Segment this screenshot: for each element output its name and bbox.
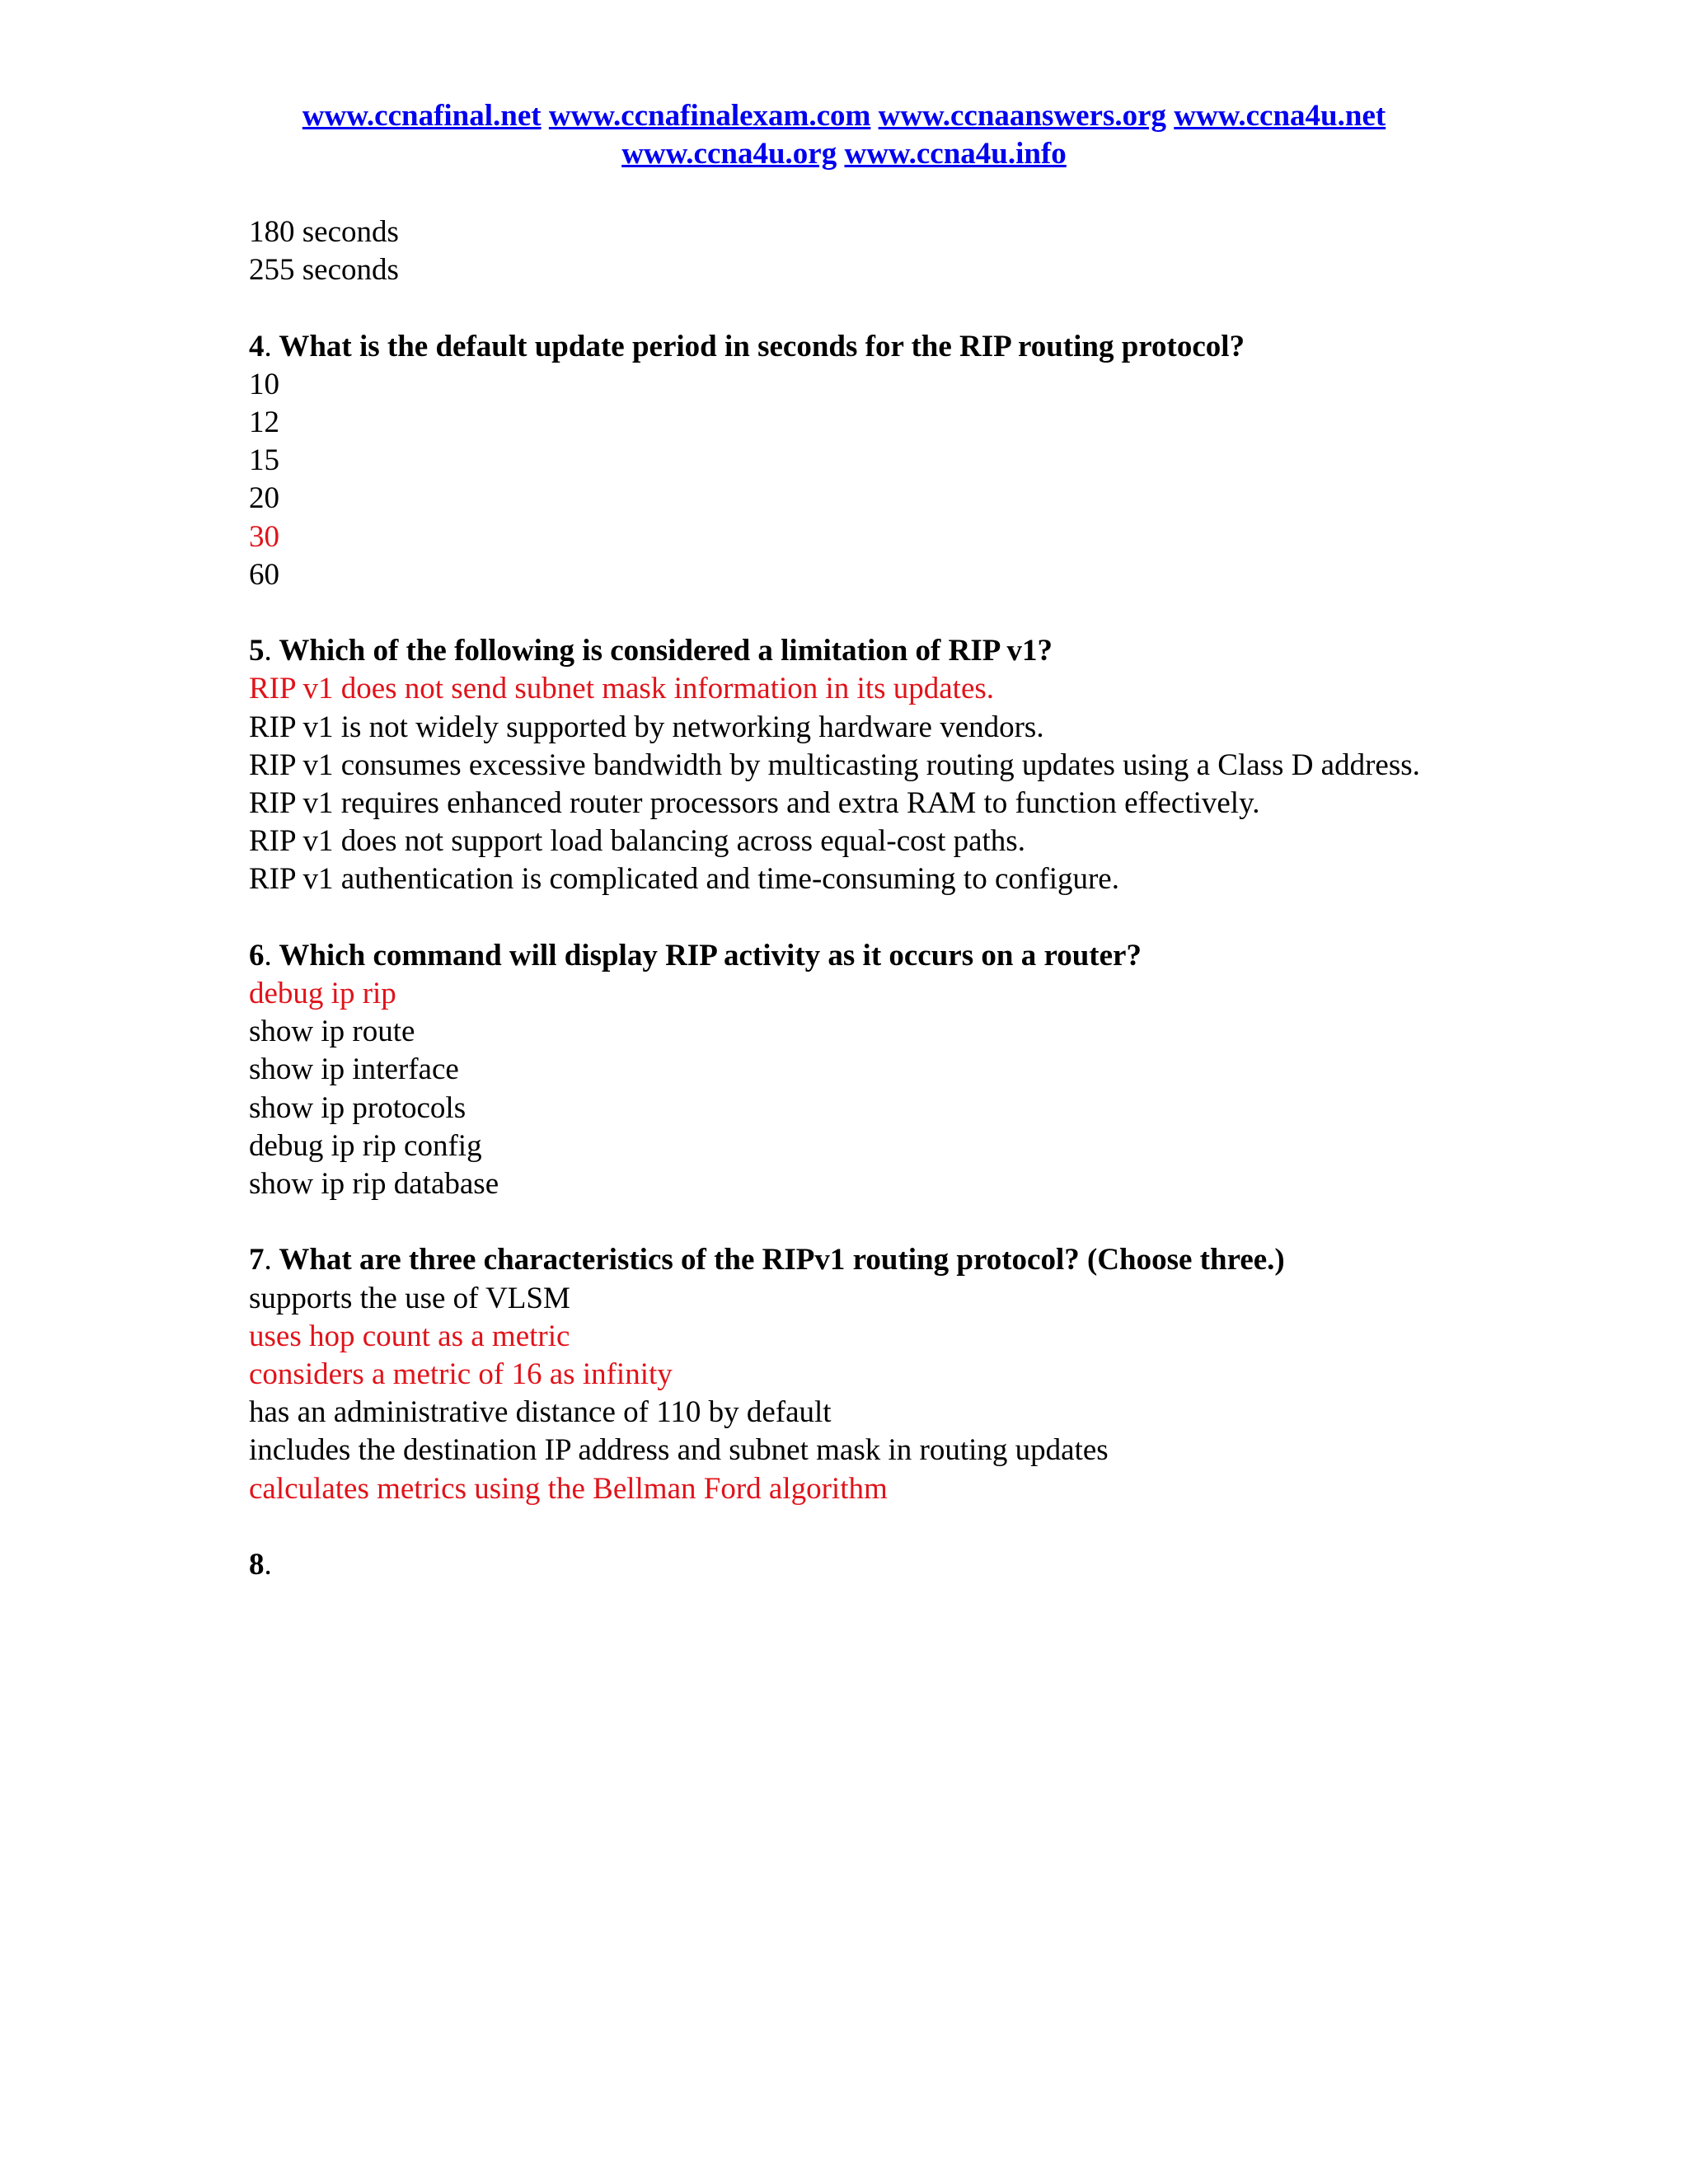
question-dot: . (264, 634, 272, 668)
answer-option: 10 (249, 367, 279, 401)
answer-option: supports the use of VLSM (249, 1281, 570, 1315)
answer-option: debug ip rip config (249, 1128, 482, 1163)
header-links-row-2 (0, 135, 1688, 173)
link-ccnafinal-net[interactable]: www.ccnafinal.net (302, 99, 542, 133)
question-text: Which command will display RIP activity as it occurs on a router? (271, 938, 1142, 972)
correct-answer-option: calculates metrics using the Bellman Ford algorithm (249, 1471, 888, 1506)
link-ccna4u-net[interactable]: www.ccna4u.net (1174, 99, 1386, 133)
prev-option: 180 seconds (249, 215, 399, 249)
answer-option: RIP v1 authentication is complicated and time-consuming to configure. (249, 862, 1119, 897)
question-number: 5 (249, 634, 265, 668)
link-ccnaanswers-org[interactable]: www.ccnaanswers.org (878, 99, 1167, 133)
answer-option: RIP v1 requires enhanced router processors and extra RAM to function effectively. (249, 786, 1260, 821)
correct-answer-option: uses hop count as a metric (249, 1319, 570, 1353)
correct-answer-option: 30 (249, 519, 279, 554)
link-ccna4u-info[interactable]: www.ccna4u.info (844, 137, 1067, 171)
question-number: 6 (249, 938, 265, 972)
spacer (249, 594, 1452, 632)
question-text: What are three characteristics of the RIPv1 routing protocol? (Choose three.) (271, 1243, 1285, 1277)
answer-option: 12 (249, 405, 279, 439)
correct-answer-option: debug ip rip (249, 977, 396, 1011)
question-dot: . (264, 1243, 272, 1277)
correct-answer-option: RIP v1 does not send subnet mask information in its updates. (249, 672, 995, 706)
question-dot: . (264, 329, 272, 363)
question-dot: . (264, 1548, 272, 1582)
link-ccna4u-org[interactable]: www.ccna4u.org (621, 137, 837, 171)
question-4 (249, 328, 1452, 366)
prev-option: 255 seconds (249, 253, 399, 288)
question-number: 7 (249, 1243, 265, 1277)
answer-option: RIP v1 consumes excessive bandwidth by multicasting routing updates using a Class D address. (249, 748, 1420, 782)
question-text: What is the default update period in seconds for the RIP routing protocol? (271, 329, 1245, 363)
spacer (249, 1508, 1452, 1546)
question-8 (249, 1546, 1452, 1584)
question-number: 4 (249, 329, 265, 363)
answer-option: show ip protocols (249, 1090, 467, 1125)
question-text: Which of the following is considered a limitation of RIP v1? (271, 634, 1053, 668)
question-7 (249, 1241, 1452, 1279)
answer-option: includes the destination IP address and subnet mask in routing updates (249, 1433, 1109, 1468)
question-dot: . (264, 938, 272, 972)
answer-option: 60 (249, 557, 279, 592)
header-links-row-1 (0, 97, 1688, 135)
spacer (249, 1203, 1452, 1241)
answer-option: show ip interface (249, 1052, 459, 1087)
link-ccnafinalexam-com[interactable]: www.ccnafinalexam.com (548, 99, 871, 133)
question-6 (249, 937, 1452, 975)
answer-option: show ip rip database (249, 1167, 499, 1202)
answer-option: 15 (249, 443, 279, 478)
answer-option: RIP v1 is not widely supported by networking hardware vendors. (249, 710, 1044, 744)
document-body (249, 213, 1452, 1584)
answer-option: 20 (249, 481, 279, 516)
header-links (0, 97, 1688, 173)
spacer (249, 899, 1452, 937)
answer-option: has an administrative distance of 110 by default (249, 1395, 832, 1430)
question-5 (249, 632, 1452, 670)
spacer (249, 289, 1452, 327)
answer-option: show ip route (249, 1015, 415, 1049)
answer-option: RIP v1 does not support load balancing across equal-cost paths. (249, 824, 1025, 859)
correct-answer-option: considers a metric of 16 as infinity (249, 1357, 673, 1392)
question-number: 8 (249, 1548, 265, 1582)
